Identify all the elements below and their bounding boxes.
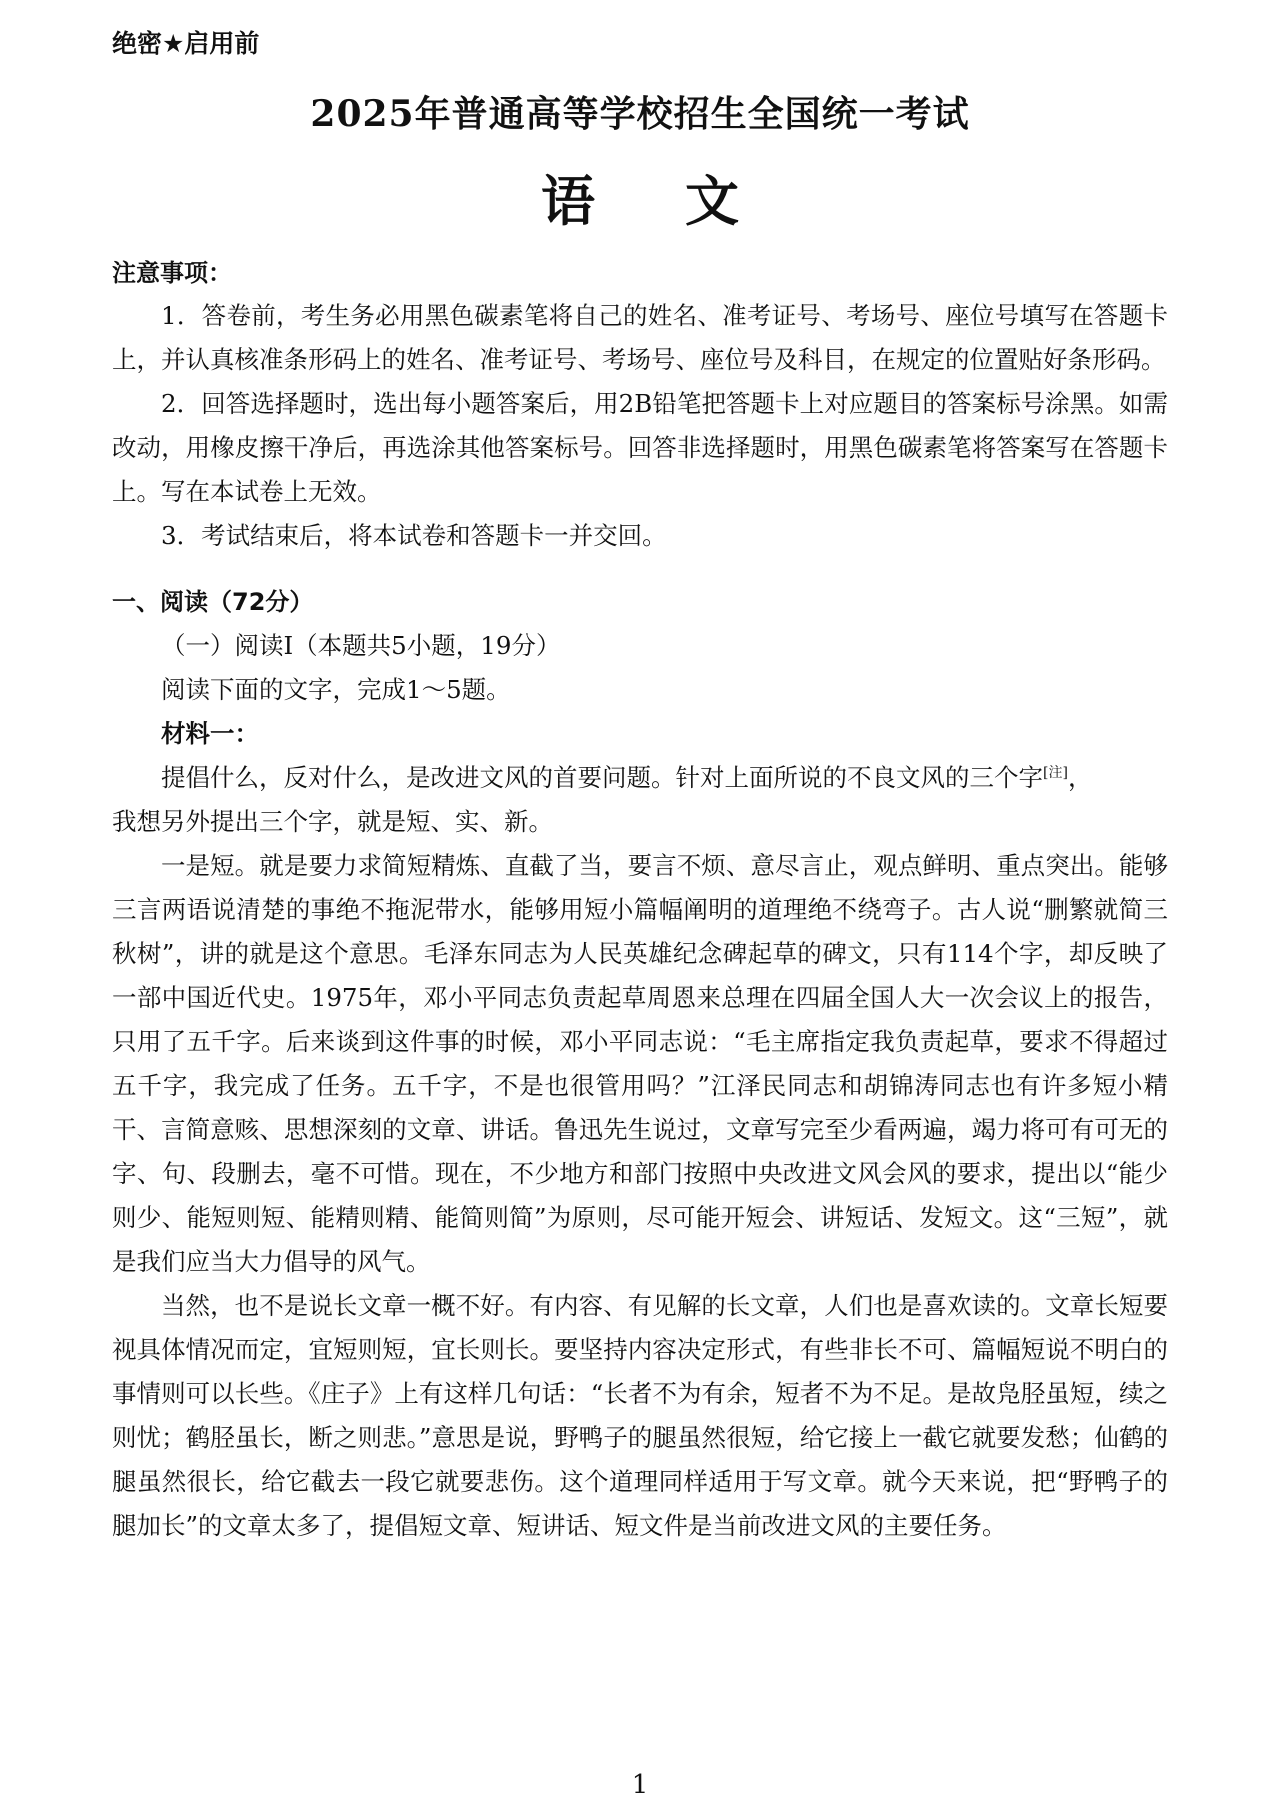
reading-instruction: 阅读下面的文字，完成1～5题。 bbox=[161, 675, 511, 704]
notice-heading: 注意事项： bbox=[112, 259, 232, 287]
exam-title: 2025年普通高等学校招生全国统一考试 bbox=[310, 93, 970, 135]
material-label: 材料一： bbox=[161, 719, 259, 748]
notice-item-2: 2．回答选择题时，选出每小题答案后，用2B铅笔把答题卡上对应题目的答案标号涂黑。如需改动，用橡皮擦干净后，再选涂其他答案标号。回答非选择题时，用黑色碳素笔将答案写在答题卡上。写在本试卷上无效。 bbox=[112, 389, 1168, 506]
material-paragraph-3: 当然，也不是说长文章一概不好。有内容、有见解的长文章，人们也是喜欢读的。文章长短要视具体情况而定，宜短则短，宜长则长。要坚持内容决定形式，有些非长不可、篇幅短说不明白的事情则可以长些。《庄子》上有这样几句话：“长者不为有余，短者不为不足。是故凫胫虽短，续之则忧；鹤胫虽长，断之则悲。”意思是说，野鸭子的腿虽然很短，给它接上一截它就要发愁；仙鹤的腿虽然很长，给它截去一段它就要悲伤。这个道理同样适用于写文章。就今天来说，把“野鸭子的腿加长”的文章太多了，提倡短文章、短讲话、短文件是当前改进文风的主要任务。 bbox=[112, 1291, 1168, 1540]
paragraph-1-text: 提倡什么，反对什么，是改进文风的首要问题。针对上面所说的不良文风的三个字 bbox=[161, 763, 1043, 792]
confidential-label: 绝密★启用前 bbox=[112, 29, 260, 58]
section-heading: 一、阅读（72分） bbox=[112, 588, 314, 616]
material-paragraph-2: 一是短。就是要力求简短精炼、直截了当，要言不烦、意尽言止，观点鲜明、重点突出。能够三言两语说清楚的事绝不拖泥带水，能够用短小篇幅阐明的道理绝不绕弯子。古人说“删繁就简三秋树”，讲的就是这个意思。毛泽东同志为人民英雄纪念碑起草的碑文，只有114个字，却反映了一部中国近代史。1975年，邓小平同志负责起草周恩来总理在四届全国人大一次会议上的报告，只用了五千字。后来谈到这件事的时候，邓小平同志说：“毛主席指定我负责起草，要求不得超过五千字，我完成了任务。五千字，不是也很管用吗？”江泽民同志和胡锦涛同志也有许多短小精干、言简意赅、思想深刻的文章、讲话。鲁迅先生说过，文章写完至少看两遍，竭力将可有可无的字、句、段删去，毫不可惜。现在，不少地方和部门按照中央改进文风会风的要求，提出以“能少则少、能短则短、能精则精、能简则简”为原则，尽可能开短会、讲短话、发短文。这“三短”，就是我们应当大力倡导的风气。 bbox=[112, 851, 1168, 1276]
material-paragraph-1-cont: 我想另外提出三个字，就是短、实、新。 bbox=[112, 807, 553, 836]
notice-item-1: 1．答卷前，考生务必用黑色碳素笔将自己的姓名、准考证号、考场号、座位号填写在答题卡上，并认真核准条形码上的姓名、准考证号、考场号、座位号及科目，在规定的位置贴好条形码。 bbox=[112, 301, 1168, 374]
page-number: 1 bbox=[631, 1770, 649, 1800]
part-heading: （一）阅读Ⅰ（本题共5小题，19分） bbox=[161, 631, 561, 660]
material-paragraph-1: 提倡什么，反对什么，是改进文风的首要问题。针对上面所说的不良文风的三个字[注]， bbox=[161, 763, 1093, 792]
subject-title: 语文 bbox=[541, 170, 829, 233]
footnote-marker: [注] bbox=[1043, 764, 1068, 781]
notice-item-3: 3．考试结束后，将本试卷和答题卡一并交回。 bbox=[161, 521, 667, 550]
